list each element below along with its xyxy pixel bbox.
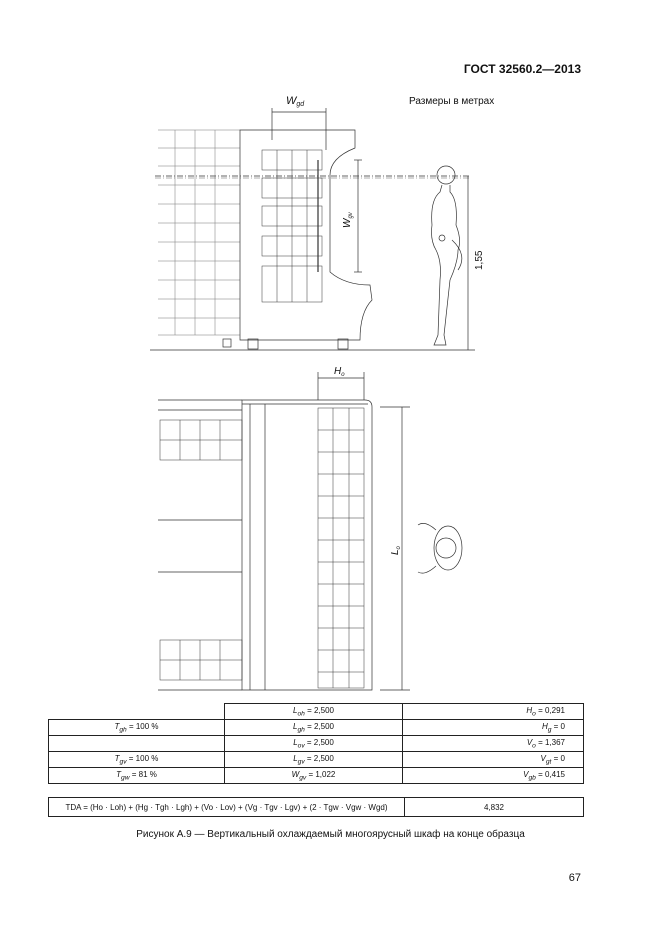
label-h-o: $H_o$ [334,366,345,378]
shelf-grid [262,150,322,302]
parameters-table [48,703,584,784]
tda-formula: TDA = (Ho · Loh) + (Hg · Tgh · Lgh) + (Vo · Lov) + (Vg · Tgv · Lgv) + (2 · Tgw · Vgw · Wgd) [49,798,405,817]
page-number: 67 [568,872,581,884]
figure-caption: Рисунок А.9 — Вертикальный охлаждаемый многоярусный шкаф на конце образца [136,829,525,840]
table-row: $T_{gw} = 81$ % $W_{gv} = 1,022$ $V_{gb} = 0,415$ [49,768,584,784]
front-grid [318,408,364,688]
label-l-o: $L_o$ [390,546,402,555]
label-w-gd: Wgd [286,95,305,108]
label-w-gv: $W_{gv}$ [342,212,354,228]
table-row: $T_{gh} = 100$ % $L_{gh} = 2,500$ $H_g = 0$ [49,720,584,736]
standard-header: ГОСТ 32560.2—2013 [463,62,581,76]
label-height: 1,55 [474,250,485,270]
human-figure-top [418,523,462,573]
tda-value: 4,832 [405,798,584,817]
human-figure-side [432,166,462,345]
table-row: $L_{oh} = 2,500$ $H_o = 0,291$ [49,704,584,720]
table-row: $L_{ov} = 2,500$ $V_o = 1,367$ [49,736,584,752]
units-note: Размеры в метрах [409,96,495,107]
background-shelving [158,130,240,335]
tda-table [48,797,584,817]
table-row [49,798,584,817]
table-row: $T_{gv} = 100$ % $L_{gv} = 2,500$ $V_{gt} = 0$ [49,752,584,768]
